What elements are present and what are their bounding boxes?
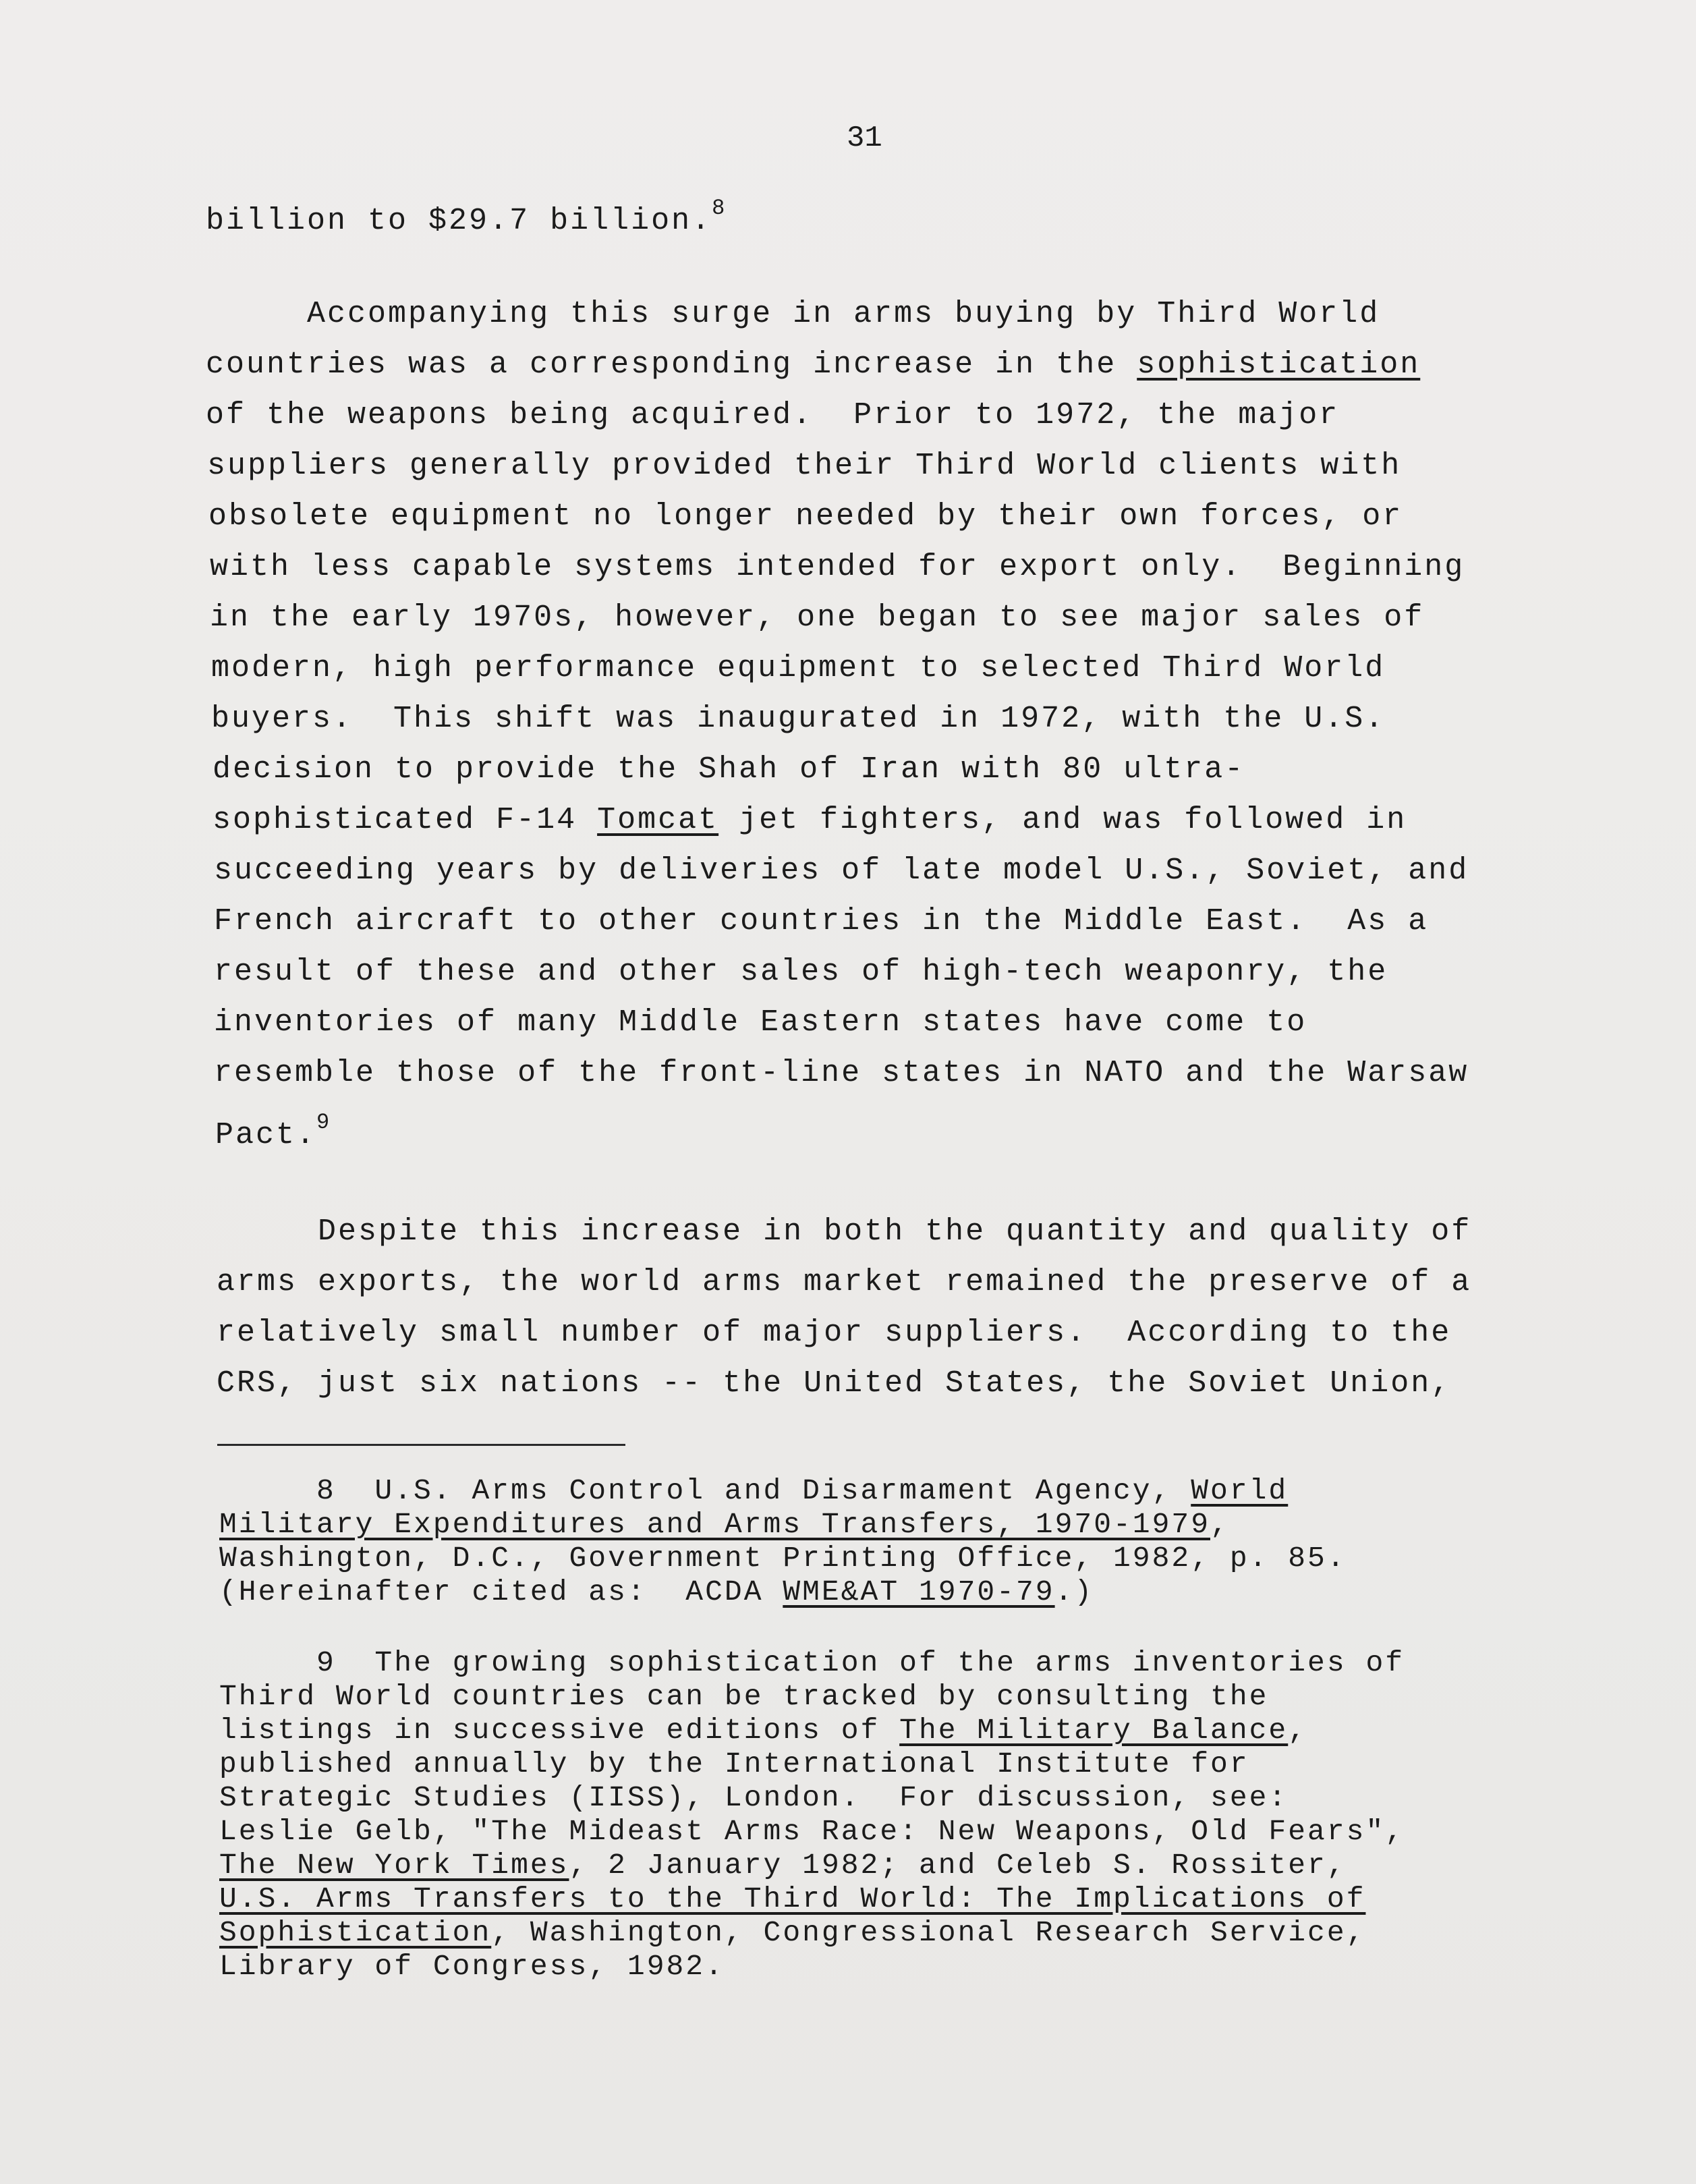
text-span: , [1288, 1714, 1308, 1747]
text-span: Strategic Studies (IISS), London. For discussion, see: [219, 1781, 1289, 1814]
text-span: inventories of many Middle Eastern states have come to [214, 1005, 1307, 1040]
text-span: CRS, just six nations -- the United States, the Soviet Union, [217, 1366, 1452, 1401]
text-span: decision to provide the Shah of Iran with 80 ultra- [213, 752, 1245, 787]
footnote-line [219, 1575, 1094, 1608]
text-span: , 2 January 1982; and Celeb S. Rossiter, [569, 1849, 1347, 1882]
text-span: Accompanying this surge in arms buying by Third World [206, 297, 1380, 331]
body-line [206, 347, 1420, 382]
text-span: of the weapons being acquired. Prior to 1972, the major [206, 398, 1340, 432]
footnote-line [219, 1916, 1365, 1949]
body-line [211, 651, 1385, 685]
text-span: modern, high performance equipment to selected Third World [211, 651, 1386, 685]
body-line [214, 904, 1428, 939]
underlined-text: U.S. Arms Transfers to the Third World: The Implications of [219, 1882, 1366, 1915]
body-line [213, 803, 1407, 837]
body-line [206, 398, 1339, 432]
text-span: published annually by the International Institute for [219, 1747, 1249, 1781]
footnote-marker: 8 [712, 196, 725, 221]
underlined-text: WME&AT 1970-79 [783, 1575, 1055, 1608]
text-span: suppliers generally provided their Third World clients with [207, 449, 1402, 483]
text-span: relatively small number of major suppliers. According to the [217, 1316, 1452, 1350]
footnote-line [219, 1508, 1230, 1541]
footnote-line [219, 1747, 1249, 1781]
footnote-line [219, 1781, 1288, 1814]
text-span: with less capable systems intended for export only. Beginning [210, 550, 1465, 584]
text-span: countries was a corresponding increase in the [206, 347, 1137, 382]
footnote-line [219, 1849, 1347, 1882]
text-span: Despite this increase in both the quantity and quality of [217, 1214, 1472, 1249]
text-span: obsolete equipment no longer needed by their own forces, or [208, 499, 1403, 534]
body-line [210, 600, 1424, 635]
footnote-line [219, 1680, 1268, 1713]
footnote-line [219, 1714, 1307, 1747]
text-span: result of these and other sales of high-tech weaponry, the [214, 955, 1388, 989]
body-line [217, 1366, 1451, 1401]
body-line [217, 1265, 1471, 1299]
text-span: jet fighters, and was followed in [718, 803, 1407, 837]
body-line [215, 1110, 329, 1152]
text-span: 8 U.S. Arms Control and Disarmament Agency, [219, 1474, 1191, 1507]
body-line [214, 1056, 1469, 1090]
body-line [207, 449, 1401, 483]
text-span: Pact. [215, 1118, 317, 1152]
footnote-line [219, 1882, 1365, 1915]
text-span: Washington, D.C., Government Printing Office, 1982, p. 85. [219, 1542, 1347, 1575]
underlined-text: The Military Balance [899, 1714, 1289, 1747]
body-line [213, 752, 1245, 787]
text-span: Third World countries can be tracked by consulting the [219, 1680, 1269, 1713]
text-span: , [1210, 1508, 1230, 1541]
text-span: buyers. This shift was inaugurated in 1972, with the U.S. [211, 702, 1386, 736]
body-line [206, 297, 1380, 331]
underlined-text: Tomcat [597, 803, 719, 837]
body-line [211, 702, 1385, 736]
underlined-text: World [1191, 1474, 1289, 1507]
underlined-text: Military Expenditures and Arms Transfers, 1970-1979 [219, 1508, 1211, 1541]
text-span: listings in successive editions of [219, 1714, 900, 1747]
body-line [208, 499, 1403, 534]
footnote-line [219, 1646, 1405, 1679]
footnote-line [219, 1950, 725, 1983]
text-span: sophisticated F-14 [213, 803, 598, 837]
text-span: Library of Congress, 1982. [219, 1950, 725, 1983]
body-line [210, 550, 1465, 584]
text-span: Leslie Gelb, "The Mideast Arms Race: New Weapons, Old Fears", [219, 1815, 1405, 1848]
body-line [214, 1005, 1307, 1040]
underlined-text: The New York Times [219, 1849, 569, 1882]
text-span: billion to $29.7 billion. [206, 204, 712, 238]
underlined-text: sophistication [1137, 347, 1421, 382]
footnote-line [219, 1542, 1347, 1575]
text-span: in the early 1970s, however, one began to see major sales of [210, 600, 1425, 635]
body-line [206, 196, 725, 238]
text-span: succeeding years by deliveries of late model U.S., Soviet, and [214, 853, 1469, 888]
body-line [214, 853, 1469, 888]
text-span: (Hereinafter cited as: ACDA [219, 1575, 783, 1608]
body-line [217, 1214, 1471, 1249]
text-span: .) [1054, 1575, 1094, 1608]
text-span: 9 The growing sophistication of the arms inventories of [219, 1646, 1405, 1679]
footnote-line [219, 1474, 1288, 1507]
underlined-text: Sophistication [219, 1916, 492, 1949]
footnote-separator-rule [217, 1444, 625, 1446]
text-span: resemble those of the front-line states in NATO and the Warsaw [214, 1056, 1469, 1090]
text-span: , Washington, Congressional Research Service, [491, 1916, 1366, 1949]
footnote-marker: 9 [316, 1110, 330, 1135]
footnote-line [219, 1815, 1405, 1848]
body-line [214, 955, 1388, 989]
text-span: French aircraft to other countries in the Middle East. As a [214, 904, 1429, 939]
body-line [217, 1316, 1451, 1350]
page-number: 31 [847, 121, 882, 155]
text-span: arms exports, the world arms market remained the preserve of a [217, 1265, 1472, 1299]
